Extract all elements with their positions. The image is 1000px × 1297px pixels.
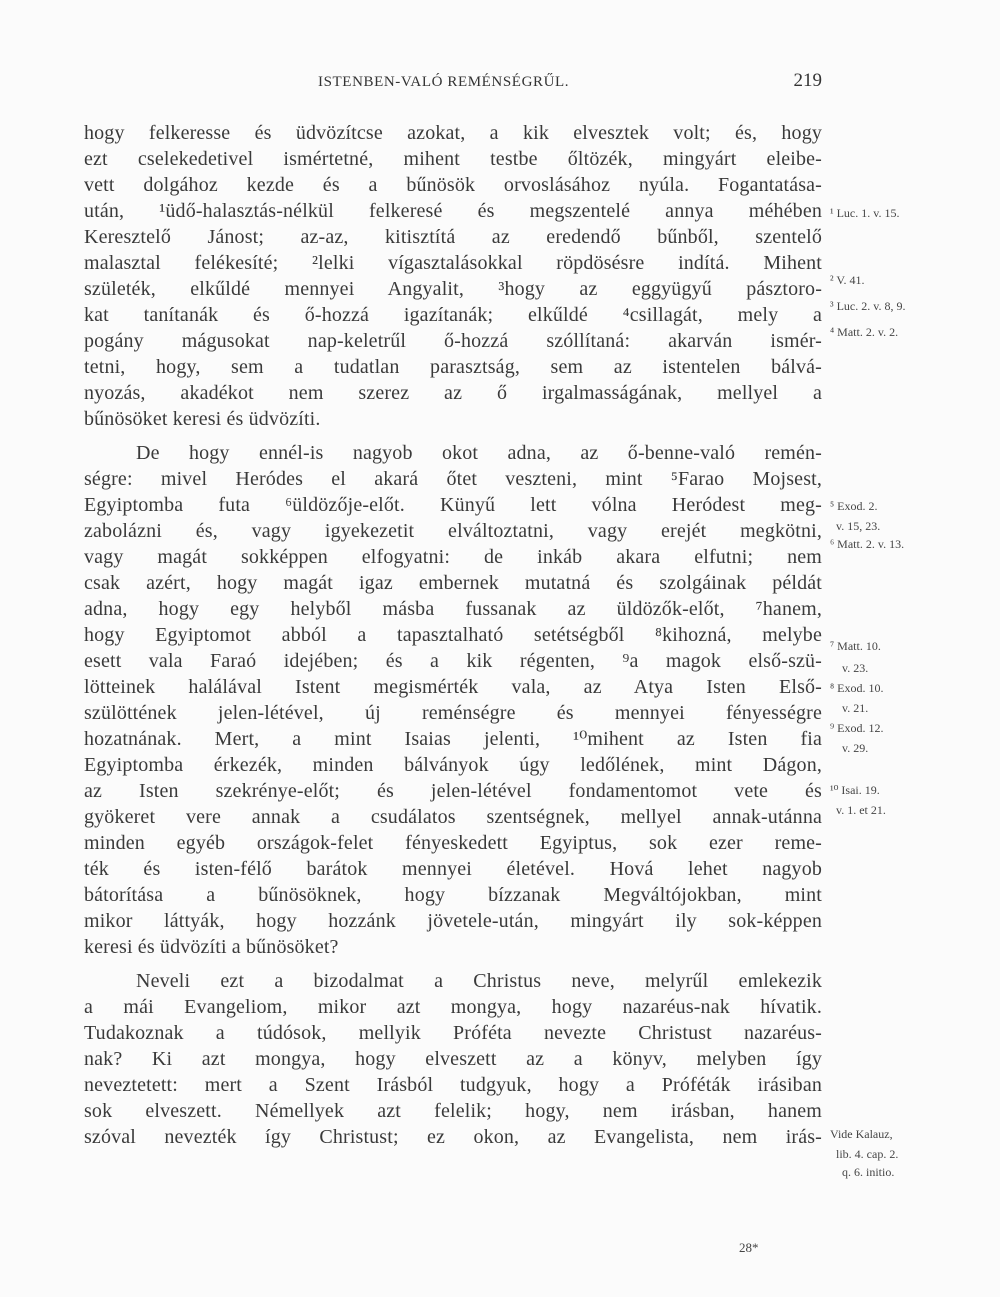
margin-note: v. 23. <box>842 661 869 675</box>
text-line: esett vala Faraó idejében; és a kik régenten, ⁹a magok első-szü- <box>84 650 822 672</box>
text-line: után, ¹üdő-halasztás-nélkül felkeresé és megszentelé annya méhében <box>84 200 822 222</box>
running-head: ISTENBEN-VALÓ REMÉNSÉGRŰL. <box>318 74 570 90</box>
margin-note: ¹ Luc. 1. v. 15. <box>830 206 900 220</box>
text-line: nyozás, akadékot nem szerez az ő irgalmasságának, mellyel a <box>84 382 822 404</box>
margin-note: ⁵ Exod. 2. <box>830 499 878 513</box>
margin-note: ¹⁰ Isai. 19. <box>830 783 880 797</box>
margin-note: ² V. 41. <box>830 273 865 287</box>
text-line: De hogy ennél-is nagyob okot adna, az ő-benne-való remén- <box>136 442 822 464</box>
text-line: vett dolgához kezde és a bűnösök orvoslásához nyúla. Fogantatása- <box>84 174 822 196</box>
text-line: mikor láttyák, hogy hozzánk jövetele-után, mingyárt ily sok-képpen <box>84 910 822 932</box>
text-line: adna, hogy egy helyből másba fussanak az üldözők-előt, ⁷hanem, <box>84 598 822 620</box>
margin-note: v. 29. <box>842 741 869 755</box>
text-line: malasztal felékesíté; ²lelki vígasztalásokkal röpdösésre indítá. Mihent <box>84 252 822 274</box>
margin-note: q. 6. initio. <box>842 1165 895 1179</box>
margin-note: ⁶ Matt. 2. v. 13. <box>830 537 905 551</box>
margin-note: ⁸ Exod. 10. <box>830 681 884 695</box>
text-line: Egyiptomba futa ⁶üldözője-előt. Künyű lett vólna Heródest meg- <box>84 494 822 516</box>
margin-note: v. 21. <box>842 701 869 715</box>
text-line: keresi és üdvözíti a bűnösöket? <box>84 936 339 958</box>
text-line: tetni, hogy, sem a tudatlan parasztság, sem az istentelen bálvá- <box>84 356 822 378</box>
text-line: Keresztelő Jánost; az-az, kitisztítá az eredendő bűnből, szentelő <box>84 226 822 248</box>
text-line: bűnösöket keresi és üdvözíti. <box>84 408 321 430</box>
text-line: ték és isten-félő barátok mennyei életével. Hová lehet nagyob <box>84 858 822 880</box>
signature-mark: 28* <box>739 1240 759 1255</box>
margin-note: lib. 4. cap. 2. <box>836 1147 899 1161</box>
text-line: szóval nevezték így Christust; ez okon, az Evangelista, nem irás- <box>84 1126 822 1148</box>
text-line: Tudakoznak a túdósok, mellyik Próféta nevezte Christust nazaréus- <box>84 1022 822 1044</box>
text-line: születék, elkűldé mennyei Angyalit, ³hogy az eggyügyű pásztoro- <box>84 278 822 300</box>
page-header <box>84 72 822 98</box>
text-line: gyökeret vere annak a csudálatos szentségnek, mellyel annak-utánna <box>84 806 822 828</box>
text-line: sok elveszett. Némellyek azt felelik; hogy, nem irásban, hanem <box>84 1100 822 1122</box>
text-line: pogány mágusokat nap-keletrűl ő-hozzá szóllítaná: akarván ismér- <box>84 330 822 352</box>
margin-note: v. 1. et 21. <box>836 803 886 817</box>
margin-note: Vide Kalauz, <box>830 1127 893 1141</box>
text-line: bátorítása a bűnösöknek, hogy bízzanak Megváltójokban, mint <box>84 884 822 906</box>
text-line: hogy felkeresse és üdvözítcse azokat, a kik elvesztek volt; és, hogy <box>84 122 822 144</box>
margin-note: ³ Luc. 2. v. 8, 9. <box>830 299 906 313</box>
text-line: Egyiptomba érkezék, minden bálványok úgy ledőlének, mint Dágon, <box>84 754 822 776</box>
text-line: Neveli ezt a bizodalmat a Christus neve, melyrűl emlekezik <box>136 970 822 992</box>
text-line: minden egyéb országok-felet fényeskedett Egyiptus, sok ezer reme- <box>84 832 822 854</box>
text-line: lötteinek halálával Istent megismérték vala, az Atya Isten Első- <box>84 676 822 698</box>
margin-note: ⁷ Matt. 10. <box>830 639 881 653</box>
text-line: hogy Egyiptomot abból a tapasztalható setétségből ⁸kihozná, melybe <box>84 624 822 646</box>
text-line: ségre: mivel Heródes el akará őtet veszteni, mint ⁵Farao Mojsest, <box>84 468 822 490</box>
text-line: zabolázni és, vagy igyekezetit elváltoztatni, vagy erejét megkötni, <box>84 520 822 542</box>
text-line: hozatnának. Mert, a mint Isaias jelenti, ¹⁰mihent az Isten fia <box>84 728 822 750</box>
margin-note: ⁹ Exod. 12. <box>830 721 884 735</box>
text-line: ezt cselekedetivel ismértetné, mihent testbe őltözék, mingyárt eleibe- <box>84 148 822 170</box>
text-line: az Isten szekrénye-előt; és jelen-létével fondamentomot vete és <box>84 780 822 802</box>
margin-note: v. 15, 23. <box>836 519 881 533</box>
text-line: kat tanítanák és ő-hozzá igazítanák; elkűldé ⁴csillagát, mely a <box>84 304 822 326</box>
text-line: csak azért, hogy magát igaz embernek mutatná és szolgáinak példát <box>84 572 822 594</box>
page-number: 219 <box>793 70 822 91</box>
text-line: neveztetett: mert a Szent Irásból tudgyuk, hogy a Próféták irásiban <box>84 1074 822 1096</box>
text-line: a mái Evangeliom, mikor azt mongya, hogy nazaréus-nak hívatik. <box>84 996 822 1018</box>
text-line: vagy magát sokképpen elfogyatni: de inkáb akara elfutni; nem <box>84 546 822 568</box>
text-line: nak? Ki azt mongya, hogy elveszett az a könyv, melyben így <box>84 1048 822 1070</box>
margin-note: ⁴ Matt. 2. v. 2. <box>830 325 899 339</box>
text-line: szülöttének jelen-létével, új reménségre és mennyei fényességre <box>84 702 822 724</box>
